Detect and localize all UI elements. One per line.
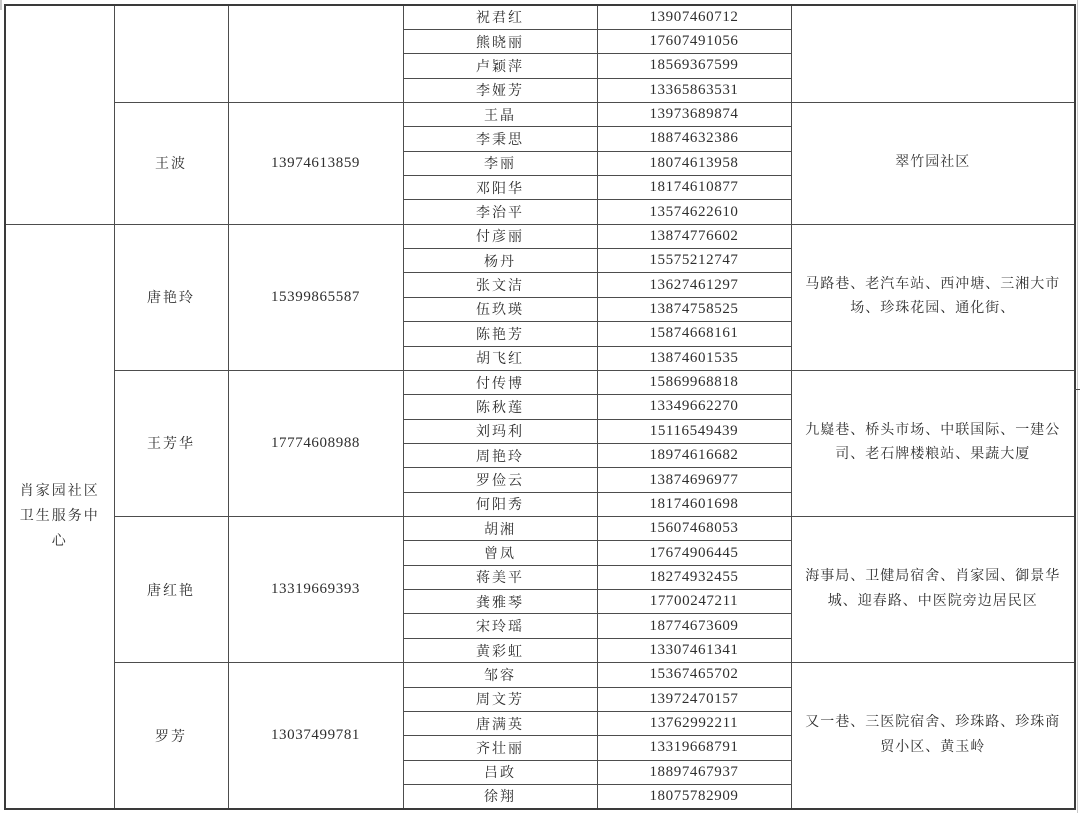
member-phone-cell: 13874696977 [597, 468, 791, 492]
member-name-cell: 龚雅琴 [403, 590, 597, 614]
member-phone-cell: 15575212747 [597, 249, 791, 273]
leader-name-cell: 王波 [114, 102, 228, 224]
member-phone-cell: 13574622610 [597, 200, 791, 224]
leader-phone-cell: 13319669393 [228, 517, 403, 663]
member-phone-cell: 15869968818 [597, 370, 791, 394]
member-phone-cell: 18174610877 [597, 176, 791, 200]
member-phone-cell: 13627461297 [597, 273, 791, 297]
member-name-cell: 李秉思 [403, 127, 597, 151]
leader-name-cell: 王芳华 [114, 370, 228, 516]
member-phone-cell: 18075782909 [597, 785, 791, 809]
member-phone-cell: 18569367599 [597, 54, 791, 78]
member-phone-cell: 15367465702 [597, 663, 791, 687]
member-name-cell: 王晶 [403, 102, 597, 126]
member-phone-cell: 13365863531 [597, 78, 791, 102]
member-phone-cell: 13874758525 [597, 297, 791, 321]
member-phone-cell: 13874776602 [597, 224, 791, 248]
member-name-cell: 曾凤 [403, 541, 597, 565]
member-phone-cell: 13907460712 [597, 5, 791, 29]
scan-edge-artifact [0, 0, 2, 10]
member-phone-cell: 15607468053 [597, 517, 791, 541]
table-row [5, 5, 1075, 29]
member-name-cell: 唐满英 [403, 711, 597, 735]
member-phone-cell: 18274932455 [597, 565, 791, 589]
member-phone-cell: 13972470157 [597, 687, 791, 711]
leader-phone-cell [228, 5, 403, 102]
member-name-cell: 邓阳华 [403, 176, 597, 200]
member-phone-cell: 13319668791 [597, 736, 791, 760]
area-cell [791, 5, 1075, 102]
member-name-cell: 杨丹 [403, 249, 597, 273]
member-name-cell: 罗俭云 [403, 468, 597, 492]
table-row [5, 224, 1075, 248]
table-row [5, 102, 1075, 126]
table-row [5, 663, 1075, 687]
member-name-cell: 吕政 [403, 760, 597, 784]
leader-phone-cell: 15399865587 [228, 224, 403, 370]
member-phone-cell: 18174601698 [597, 492, 791, 516]
member-name-cell: 胡飞红 [403, 346, 597, 370]
org-cell [5, 5, 114, 224]
area-cell: 又一巷、三医院宿舍、珍珠路、珍珠商贸小区、黄玉岭 [791, 663, 1075, 809]
member-name-cell: 祝君红 [403, 5, 597, 29]
member-name-cell: 黄彩虹 [403, 638, 597, 662]
leader-name-cell: 唐红艳 [114, 517, 228, 663]
leader-phone-cell: 17774608988 [228, 370, 403, 516]
member-name-cell: 刘玛利 [403, 419, 597, 443]
member-name-cell: 陈艳芳 [403, 322, 597, 346]
member-phone-cell: 15116549439 [597, 419, 791, 443]
clipped-row-border-tick [1074, 389, 1080, 390]
member-name-cell: 李娅芳 [403, 78, 597, 102]
leader-name-cell: 罗芳 [114, 663, 228, 809]
member-phone-cell: 13349662270 [597, 395, 791, 419]
clipped-next-column-edge [1077, 0, 1078, 813]
area-cell: 海事局、卫健局宿舍、肖家园、御景华城、迎春路、中医院旁边居民区 [791, 517, 1075, 663]
leader-name-cell: 唐艳玲 [114, 224, 228, 370]
member-name-cell: 宋玲瑶 [403, 614, 597, 638]
member-name-cell: 付彦丽 [403, 224, 597, 248]
leader-phone-cell: 13037499781 [228, 663, 403, 809]
member-phone-cell: 18874632386 [597, 127, 791, 151]
member-name-cell: 胡湘 [403, 517, 597, 541]
table-row [5, 517, 1075, 541]
member-name-cell: 周艳玲 [403, 443, 597, 467]
member-name-cell: 李治平 [403, 200, 597, 224]
member-name-cell: 陈秋莲 [403, 395, 597, 419]
leader-phone-cell: 13974613859 [228, 102, 403, 224]
member-phone-cell: 13762992211 [597, 711, 791, 735]
member-name-cell: 何阳秀 [403, 492, 597, 516]
member-phone-cell: 13874601535 [597, 346, 791, 370]
leader-name-cell [114, 5, 228, 102]
area-cell: 马路巷、老汽车站、西冲塘、三湘大市场、珍珠花园、通化街、 [791, 224, 1075, 370]
table-row [5, 370, 1075, 394]
member-phone-cell: 18774673609 [597, 614, 791, 638]
member-phone-cell: 18897467937 [597, 760, 791, 784]
member-name-cell: 付传博 [403, 370, 597, 394]
member-phone-cell: 18074613958 [597, 151, 791, 175]
member-name-cell: 伍玖瑛 [403, 297, 597, 321]
member-phone-cell: 17700247211 [597, 590, 791, 614]
member-name-cell: 徐翔 [403, 785, 597, 809]
member-name-cell: 齐壮丽 [403, 736, 597, 760]
member-name-cell: 张文洁 [403, 273, 597, 297]
area-cell: 九嶷巷、桥头市场、中联国际、一建公司、老石牌楼粮站、果蔬大厦 [791, 370, 1075, 516]
area-cell: 翠竹园社区 [791, 102, 1075, 224]
member-name-cell: 熊晓丽 [403, 29, 597, 53]
member-phone-cell: 17674906445 [597, 541, 791, 565]
org-cell: 肖家园社区卫生服务中心 [5, 224, 114, 809]
member-phone-cell: 17607491056 [597, 29, 791, 53]
member-phone-cell: 18974616682 [597, 443, 791, 467]
member-name-cell: 周文芳 [403, 687, 597, 711]
member-name-cell: 蒋美平 [403, 565, 597, 589]
contact-table [4, 4, 1076, 810]
member-name-cell: 卢颖萍 [403, 54, 597, 78]
member-name-cell: 李丽 [403, 151, 597, 175]
member-name-cell: 邹容 [403, 663, 597, 687]
member-phone-cell: 15874668161 [597, 322, 791, 346]
member-phone-cell: 13973689874 [597, 102, 791, 126]
member-phone-cell: 13307461341 [597, 638, 791, 662]
